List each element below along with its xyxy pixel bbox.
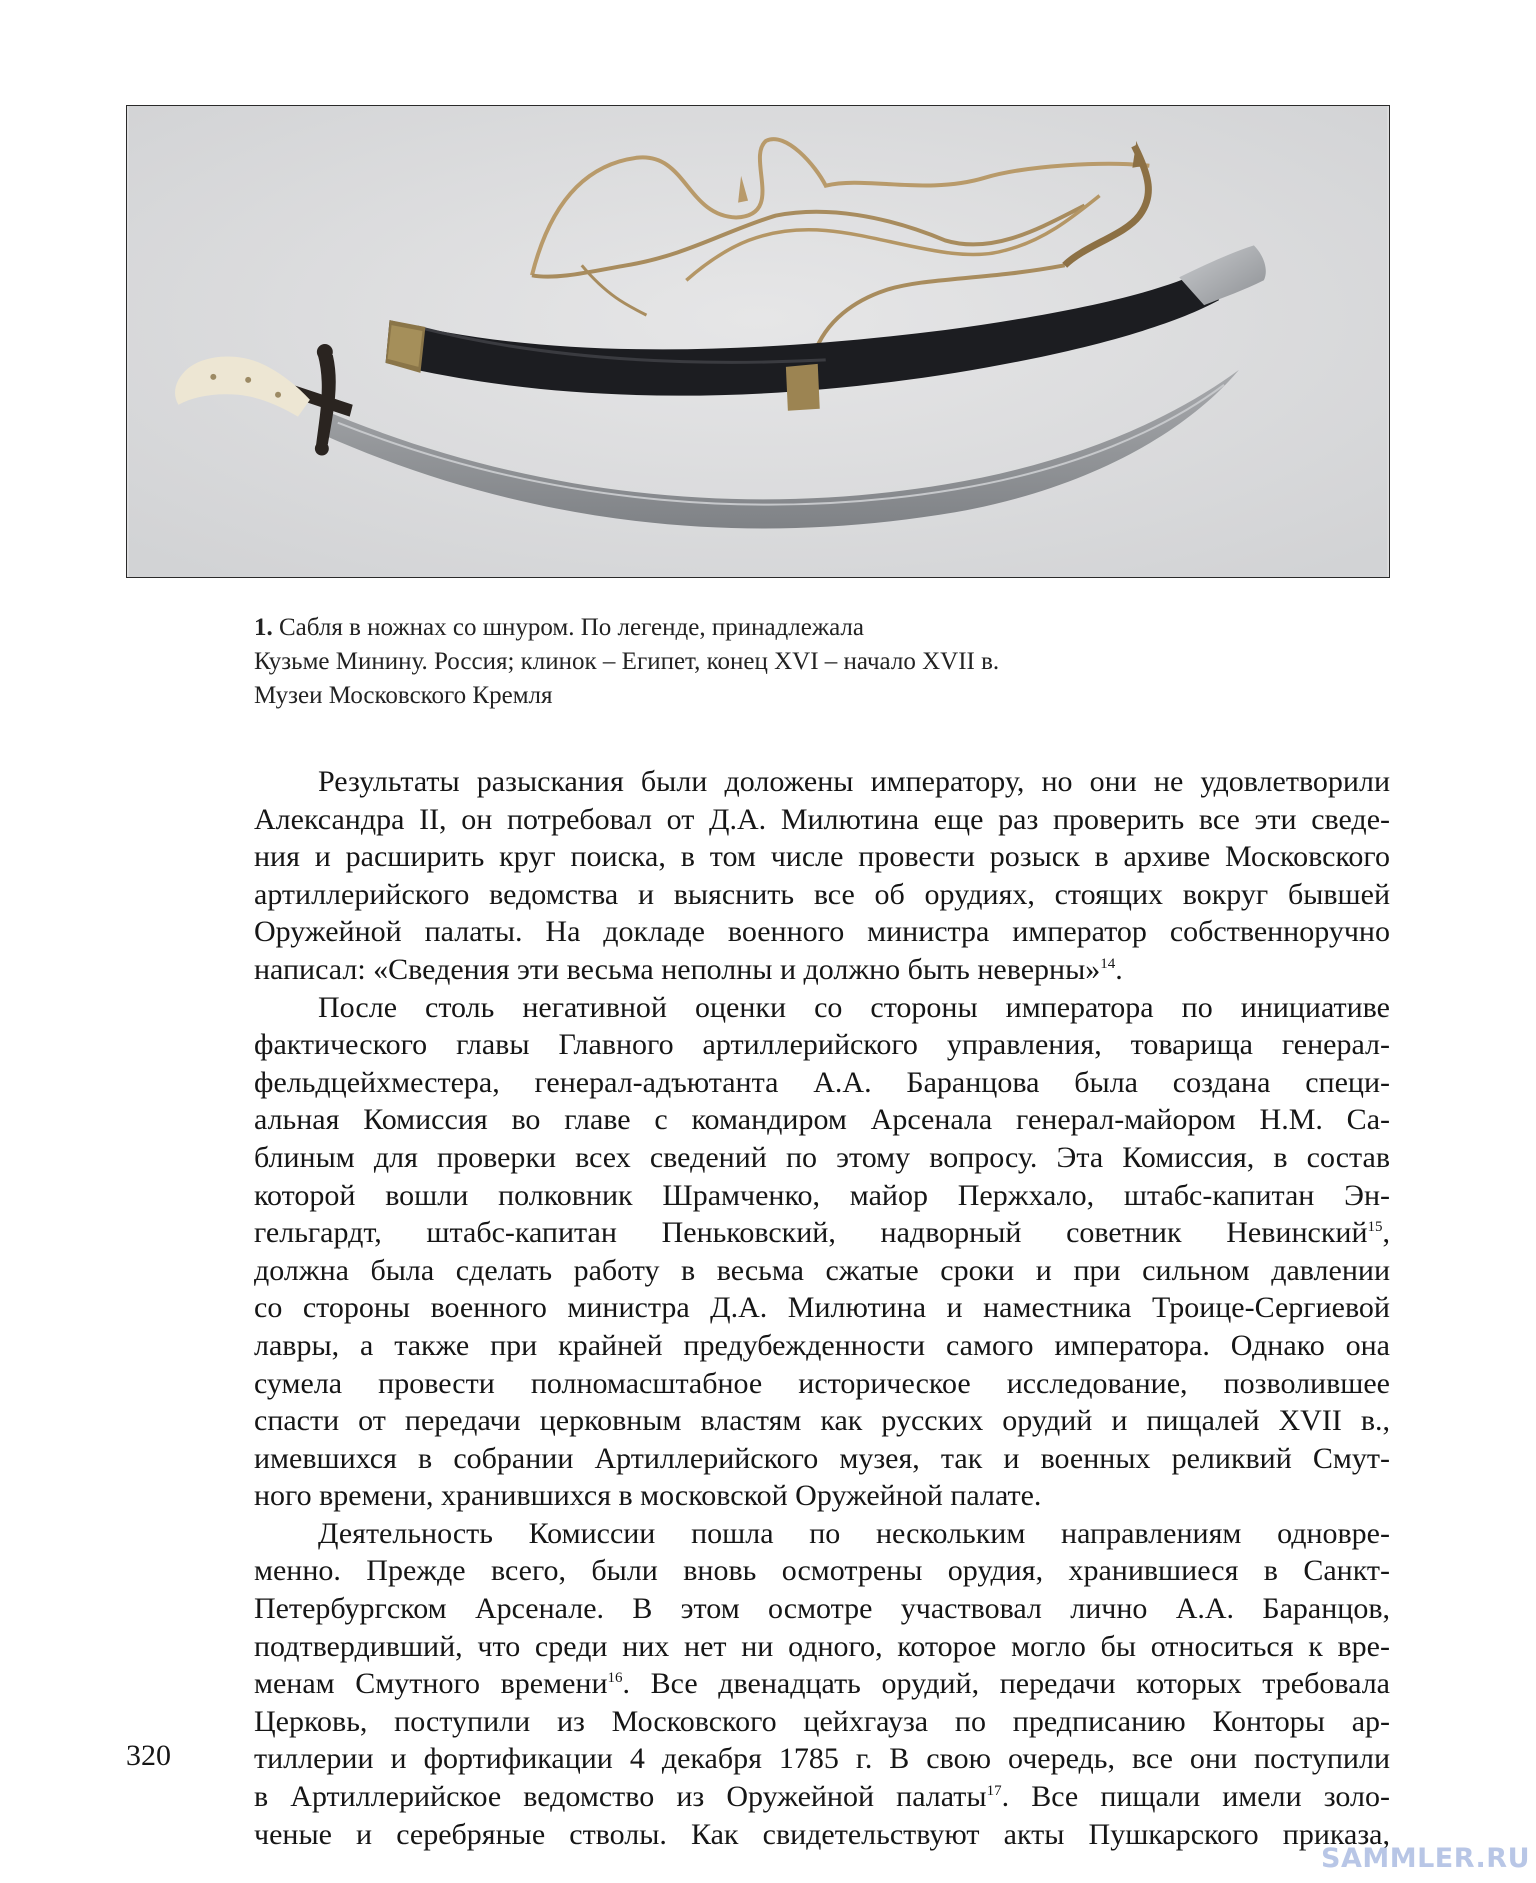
watermark: SAMMLER.RU xyxy=(1321,1843,1530,1874)
text-line: фельдцейхместера, генерал-адъютанта А.А. Баранцова была создана специ- xyxy=(254,1065,1390,1099)
text-line: лавры, а также при крайней предубежденности самого императора. Однако она xyxy=(254,1328,1390,1362)
text-segment: . xyxy=(1115,952,1123,986)
text-line: Церковь, поступили из Московского цейхгауза по предписанию Конторы ар- xyxy=(254,1704,1390,1738)
footnote-ref: 16 xyxy=(607,1670,623,1687)
paragraph-1 xyxy=(254,763,1390,989)
text-line: сумела провести полномасштабное историческое исследование, позволившее xyxy=(254,1366,1390,1400)
text-line: Оружейной палаты. На докладе военного министра император собственноручно xyxy=(254,915,1390,949)
saber-photo xyxy=(126,105,1390,578)
text-line: альная Комиссия во главе с командиром Арсенала генерал-майором Н.М. Са- xyxy=(254,1103,1390,1137)
text-line xyxy=(254,1665,1390,1703)
text-line: Александра II, он потребовал от Д.А. Милютина еще раз проверить все эти сведе- xyxy=(254,802,1390,836)
text-line: тиллерии и фортификации 4 декабря 1785 г. В свою очередь, все они поступили xyxy=(254,1742,1390,1776)
figure-number: 1. xyxy=(254,614,273,641)
text-line: спасти от передачи церковным властям как русских орудий и пищалей XVII в., xyxy=(254,1404,1390,1438)
footnote-ref: 15 xyxy=(1367,1219,1383,1236)
caption-line-3: Музеи Московского Кремля xyxy=(254,682,553,709)
text-line xyxy=(254,1214,1390,1252)
text-segment: менам Смутного времени xyxy=(254,1667,608,1701)
footnote-ref: 17 xyxy=(986,1783,1002,1800)
text-line: менно. Прежде всего, были вновь осмотрены орудия, хранившиеся в Санкт- xyxy=(254,1554,1390,1588)
text-segment: в Артиллерийское ведомство из Оружейной палаты xyxy=(254,1780,987,1814)
text-segment: . Все двенадцать орудий, передачи которых требовала xyxy=(622,1667,1390,1701)
text-line: ного времени, хранившихся в московской Оружейной палате. xyxy=(254,1479,1042,1513)
text-line: фактического главы Главного артиллерийского управления, товарища генерал- xyxy=(254,1028,1390,1062)
text-line xyxy=(254,951,1390,989)
paragraph-3 xyxy=(254,1515,1390,1853)
text-segment: написал: «Сведения эти весьма неполны и должно быть неверны» xyxy=(254,952,1101,986)
text-line: блиным для проверки всех сведений по этому вопросу. Эта Комиссия, в состав xyxy=(254,1140,1390,1174)
text-line: имевшихся в собрании Артиллерийского музея, так и военных реликвий Смут- xyxy=(254,1441,1390,1475)
footnote-ref: 14 xyxy=(1100,955,1116,972)
text-line: которой вошли полковник Шрамченко, майор Пержхало, штабс-капитан Эн- xyxy=(254,1178,1390,1212)
text-line: должна была сделать работу в весьма сжатые сроки и при сильном давлении xyxy=(254,1253,1390,1287)
figure-caption xyxy=(254,611,1254,713)
caption-text: Сабля в ножнах со шнуром. По легенде, принадлежала xyxy=(279,614,864,641)
text-segment: гельгардт, штабс-капитан Пеньковский, надворный советник Невинский xyxy=(254,1216,1368,1250)
text-line: Деятельность Комиссии пошла по нескольким направлениям одновре- xyxy=(318,1516,1390,1550)
text-line: Результаты разыскания были доложены императору, но они не удовлетворили xyxy=(318,765,1390,798)
text-segment: , xyxy=(1382,1216,1390,1250)
saber-illustration xyxy=(127,106,1389,577)
paragraph-2 xyxy=(254,989,1390,1515)
text-line: со стороны военного министра Д.А. Милютина и наместника Троице-Сергиевой xyxy=(254,1291,1390,1325)
text-line: Петербургском Арсенале. В этом осмотре участвовал лично А.А. Баранцов, xyxy=(254,1592,1390,1626)
text-segment: . Все пищали имели золо- xyxy=(1001,1780,1390,1814)
text-line: ния и расширить круг поиска, в том числе провести розыск в архиве Московского xyxy=(254,840,1390,874)
text-line xyxy=(254,1778,1390,1816)
caption-line-1 xyxy=(254,611,1254,645)
text-line: подтвердивший, что среди них нет ни одного, которое могло бы относиться к вре- xyxy=(254,1629,1390,1663)
text-line: артиллерийского ведомства и выяснить все об орудиях, стоящих вокруг бывшей xyxy=(254,877,1390,911)
page-number: 320 xyxy=(126,1739,171,1772)
body-text xyxy=(254,763,1390,1853)
text-line: После столь негативной оценки со стороны императора по инициативе xyxy=(318,990,1390,1024)
text-line: ченые и серебряные стволы. Как свидетельствуют акты Пушкарского приказа, xyxy=(254,1817,1390,1851)
caption-line-2: Кузьме Минину. Россия; клинок – Египет, конец XVI – начало XVII в. xyxy=(254,648,1000,675)
